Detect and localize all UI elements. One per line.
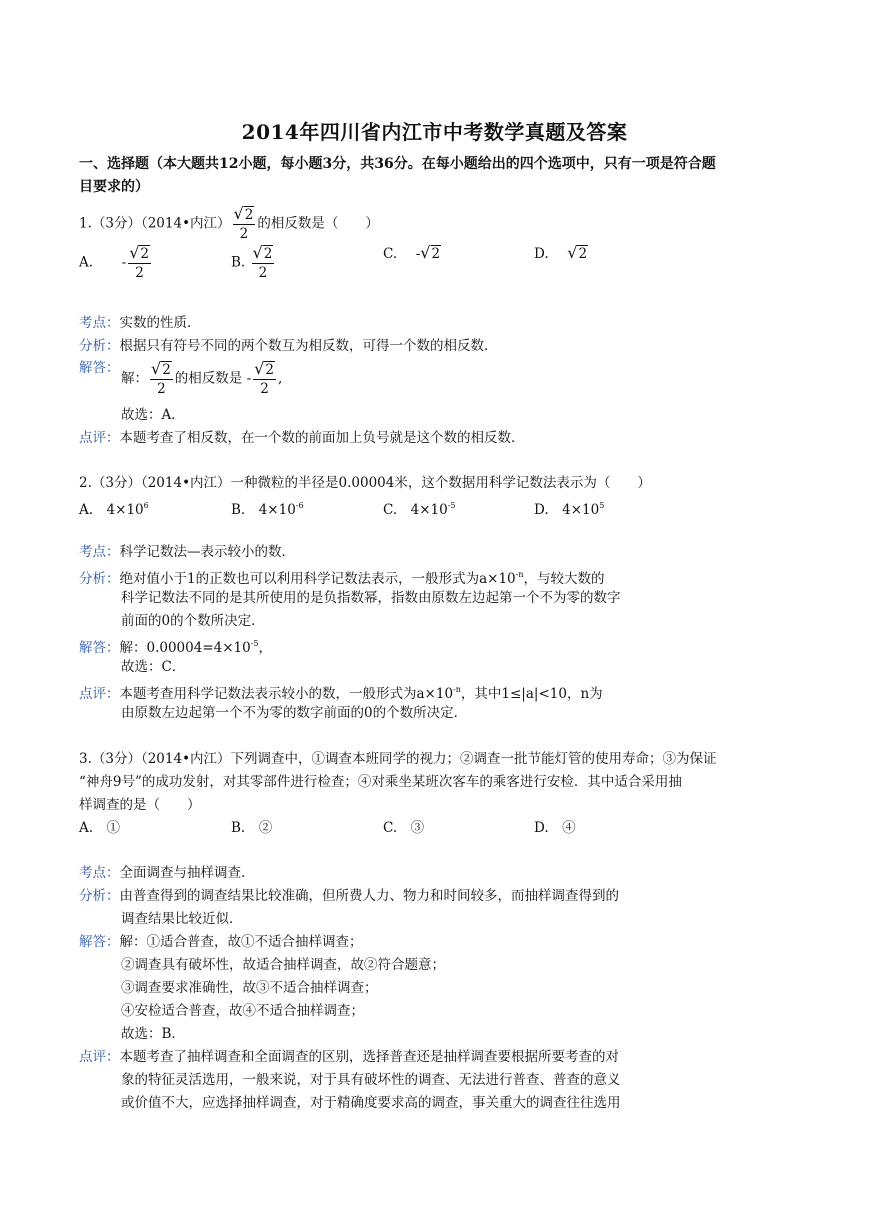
q1-sqrt-arg: 2 — [244, 207, 254, 223]
q3-stem-line3: 样调查的是（ ） — [79, 797, 201, 813]
q2-kaodian: 考点：科学记数法—表示较小的数． — [79, 544, 295, 560]
q3-option-b: B. ② — [231, 820, 273, 836]
q1-dianping: 点评：本题考查了相反数，在一个数的前面加上负号就是这个数的相反数． — [79, 430, 525, 446]
q3-dianping-line1: 点评：本题考查了抽样调查和全面调查的区别，选择普查还是抽样调查要根据所要考查的对 — [79, 1049, 619, 1065]
q2-fenxi-line1: 分析：绝对值小于1的正数也可以利用科学记数法表示，一般形式为$a\times 10^{-n}$，与较大数的 — [79, 570, 605, 587]
q1-option-d-label: D. — [534, 246, 549, 262]
q1-option-a — [79, 244, 153, 282]
q1-jieda-tag: 解答： — [79, 360, 120, 376]
q1-jieda-choice: 故选：A． — [121, 407, 185, 423]
q2-stem: 2.（3分）（2014•内江）一种微粒的半径是0.00004米，这个数据用科学记数法表示为（ ） — [79, 475, 651, 491]
q3-jieda-line4: ④安检适合普查，故④不适合抽样调查； — [121, 1003, 364, 1019]
section-heading-line1: 一、选择题（本大题共12小题，每小题3分，共36分。在每小题给出的四个选项中，只有一项是符合题 — [79, 156, 716, 172]
q3-dianping-line2: 象的特征灵活选用，一般来说，对于具有破坏性的调查、无法进行普查、普查的意义 — [121, 1072, 621, 1088]
section-heading-line2: 目要求的） — [79, 179, 149, 195]
q3-stem-line2: “神舟9号”的成功发射，对其零部件进行检查；④对乘坐某班次客车的乘客进行安检．其中适合采用抽 — [79, 774, 682, 790]
q1-jieda: 解： $\frac{√2}{2}$ 的相反数是 - $\frac{√2}{2}$ , — [121, 359, 283, 397]
q3-stem-line1: 3.（3分）（2014•内江）下列调查中，①调查本班同学的视力；②调查一批节能灯管的使用寿命；③为保证 — [79, 751, 717, 767]
q1-option-c-sign: - — [415, 246, 421, 262]
q1-fraction-den: 2 — [239, 226, 249, 242]
q2-option-c: C. $4\times 10^{-5}$ — [383, 501, 456, 518]
q2-dianping-line1: 点评：本题考查用科学记数法表示较小的数，一般形式为$a\times 10^{-n}$，其中1≤|a|<10，n为 — [79, 685, 603, 702]
q1-option-b — [231, 244, 276, 282]
q1-stem-suffix: 的相反数是（ ） — [257, 215, 379, 232]
q1-option-a-sign: - — [121, 254, 127, 271]
q2-option-a: A. $4\times 10^6$ — [79, 501, 149, 518]
q2-option-b: B. $4\times 10^{-6}$ — [231, 501, 304, 518]
q1-stem — [79, 205, 379, 243]
q3-jieda-line2: ②调查具有破坏性，故适合抽样调查，故②符合题意； — [121, 957, 445, 973]
q2-dianping-line2: 由原数左边起第一个不为零的数字前面的0的个数所决定． — [121, 705, 468, 721]
q1-option-b-fraction: $\frac{√2}{2}$ — [252, 243, 273, 281]
q1-option-d: D. √2 — [534, 243, 588, 262]
page-title: 2014年四川省内江市中考数学真题及答案 — [241, 120, 628, 144]
q1-fenxi: 分析：根据只有符号不同的两个数互为相反数，可得一个数的相反数． — [79, 338, 498, 354]
q3-fenxi-line2: 调查结果比较近似． — [121, 911, 243, 927]
q3-option-d: D. ④ — [534, 820, 576, 836]
q3-option-c: C. ③ — [383, 820, 425, 836]
q1-option-a-fraction: $\frac{√2}{2}$ — [129, 243, 149, 281]
q2-option-d: D. $4\times 10^5$ — [534, 501, 605, 518]
q2-jieda: 解答：解：$0.00004=4\times 10^{-5}$， — [79, 639, 273, 656]
q3-kaodian: 考点：全面调查与抽样调查． — [79, 865, 255, 881]
q3-jieda-line3: ③调查要求准确性，故③不适合抽样调查； — [121, 980, 378, 996]
q2-fenxi-line2: 科学记数法不同的是其所使用的是负指数幂，指数由原数左边起第一个不为零的数字 — [121, 590, 621, 606]
q2-fenxi-line3: 前面的0的个数所决定． — [121, 613, 265, 629]
q1-option-c: C. -√2 — [383, 243, 441, 262]
q3-fenxi-line1: 分析：由普查得到的调查结果比较准确，但所费人力、物力和时间较多，而抽样调查得到的 — [79, 888, 619, 904]
q3-jieda-choice: 故选：B． — [121, 1026, 185, 1042]
q1-option-c-label: C. — [383, 246, 398, 262]
section-heading — [79, 153, 799, 199]
q3-option-a: A. ① — [79, 820, 121, 836]
q1-kaodian: 考点：实数的性质． — [79, 315, 201, 331]
q1-option-b-label: B. — [231, 254, 246, 271]
q1-option-a-label: A. — [79, 254, 94, 271]
q1-stem-fraction: $\frac{√2}{2}$ — [233, 204, 254, 242]
q3-jieda-line1: 解答：解：①适合普查，故①不适合抽样调查； — [79, 934, 363, 950]
q2-jieda-choice: 故选：C． — [121, 659, 186, 675]
q3-dianping-line3: 或价值不大，应选择抽样调查，对于精确度要求高的调查，事关重大的调查往往选用 — [121, 1095, 621, 1111]
q1-stem-prefix: 1.（3分）（2014•内江） — [79, 215, 231, 232]
